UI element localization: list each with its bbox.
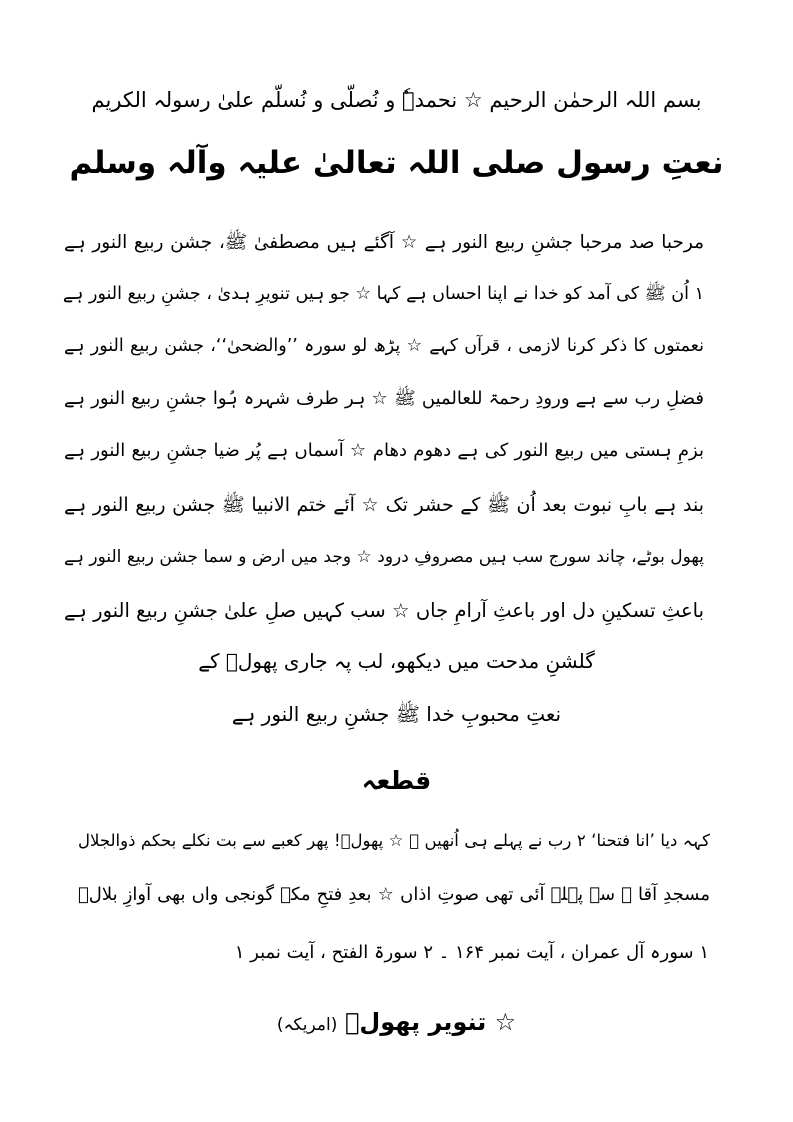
verse-line: ۱ اُن ﷺ کی آمد کو خدا نے اپنا احساں ہے کہا ☆ جو ہیں تنویرِ ہدیٰ ، جشنِ ربیع النور ہے xyxy=(62,284,704,304)
qita-heading: قطعہ xyxy=(361,766,432,795)
verse-line: بند ہے بابِ نبوت بعد اُن ﷺ کے حشر تک ☆ آئے ختم الانبیا ﷺ جشن ربیع النور ہے xyxy=(64,494,704,516)
qita-line: کہہ دیا ’انا فتحنا‘ ۲ رب نے پہلے ہی اُنھیں ﷺ ☆ پھولؔ! پھر کعبے سے بت نکلے بحکم ذوالجلال xyxy=(78,831,711,850)
author-name: ☆ تنویر پھولؔ xyxy=(345,1008,517,1036)
footnote: ۱ سورہ آل عمران ، آیت نمبر ۱۶۴ ۔ ۲ سورۃ الفتح ، آیت نمبر ۱ xyxy=(234,942,709,963)
page-title: نعتِ رسول صلی اللہ تعالیٰ علیہ وآلہ وسلم xyxy=(69,145,724,181)
verse-line: نعمتوں کا ذکر کرنا لازمی ، قرآں کہے ☆ پڑھ لو سورہ ’’والضحیٰ‘‘، جشن ربیع النور ہے xyxy=(64,336,704,356)
closing-verse-line: گلشنِ مدحت میں دیکھو، لب پہ جاری پھولؔ کے xyxy=(198,649,595,673)
closing-verse-line: نعتِ محبوبِ خدا ﷺ جشنِ ربیع النور ہے xyxy=(231,702,562,726)
verse-line: پھول بوٹے، چاند سورج سب ہیں مصروفِ درود ☆ وجد میں ارض و سما جشن ربیع النور ہے xyxy=(64,547,704,567)
author-signature xyxy=(0,1010,793,1034)
qita-line: مسجدِ آقا ﷺ سے پہلے آئی تھی صوتِ اذاں ☆ بعدِ فتحِ مکہ گونجی واں بھی آوازِ بلالؓ xyxy=(78,884,710,905)
verse-line: فضلِ رب سے ہے ورودِ رحمۃ للعالمیں ﷺ ☆ ہر طرف شہرہ ہُوا جشنِ ربیع النور ہے xyxy=(64,388,704,409)
author-location: (امریکہ) xyxy=(276,1015,338,1035)
verse-line: باعثِ تسکینِ دل اور باعثِ آرامِ جاں ☆ سب کہیں صلِ علیٰ جشنِ ربیع النور ہے xyxy=(64,599,704,622)
verse-line: بزمِ ہستی میں ربیع النور کی ہے دھوم دھام ☆ آسماں ہے پُر ضیا جشنِ ربیع النور ہے xyxy=(64,440,704,461)
verse-line: مرحبا صد مرحبا جشنِ ربیع النور ہے ☆ آگئے ہیں مصطفیٰ ﷺ، جشن ربیع النور ہے xyxy=(64,232,704,253)
bismillah-line: بسم اللہ الرحمٰن الرحیم ☆ نحمدہٗ و نُصلّی و نُسلّم علیٰ رسولہ الکریم xyxy=(91,88,702,112)
